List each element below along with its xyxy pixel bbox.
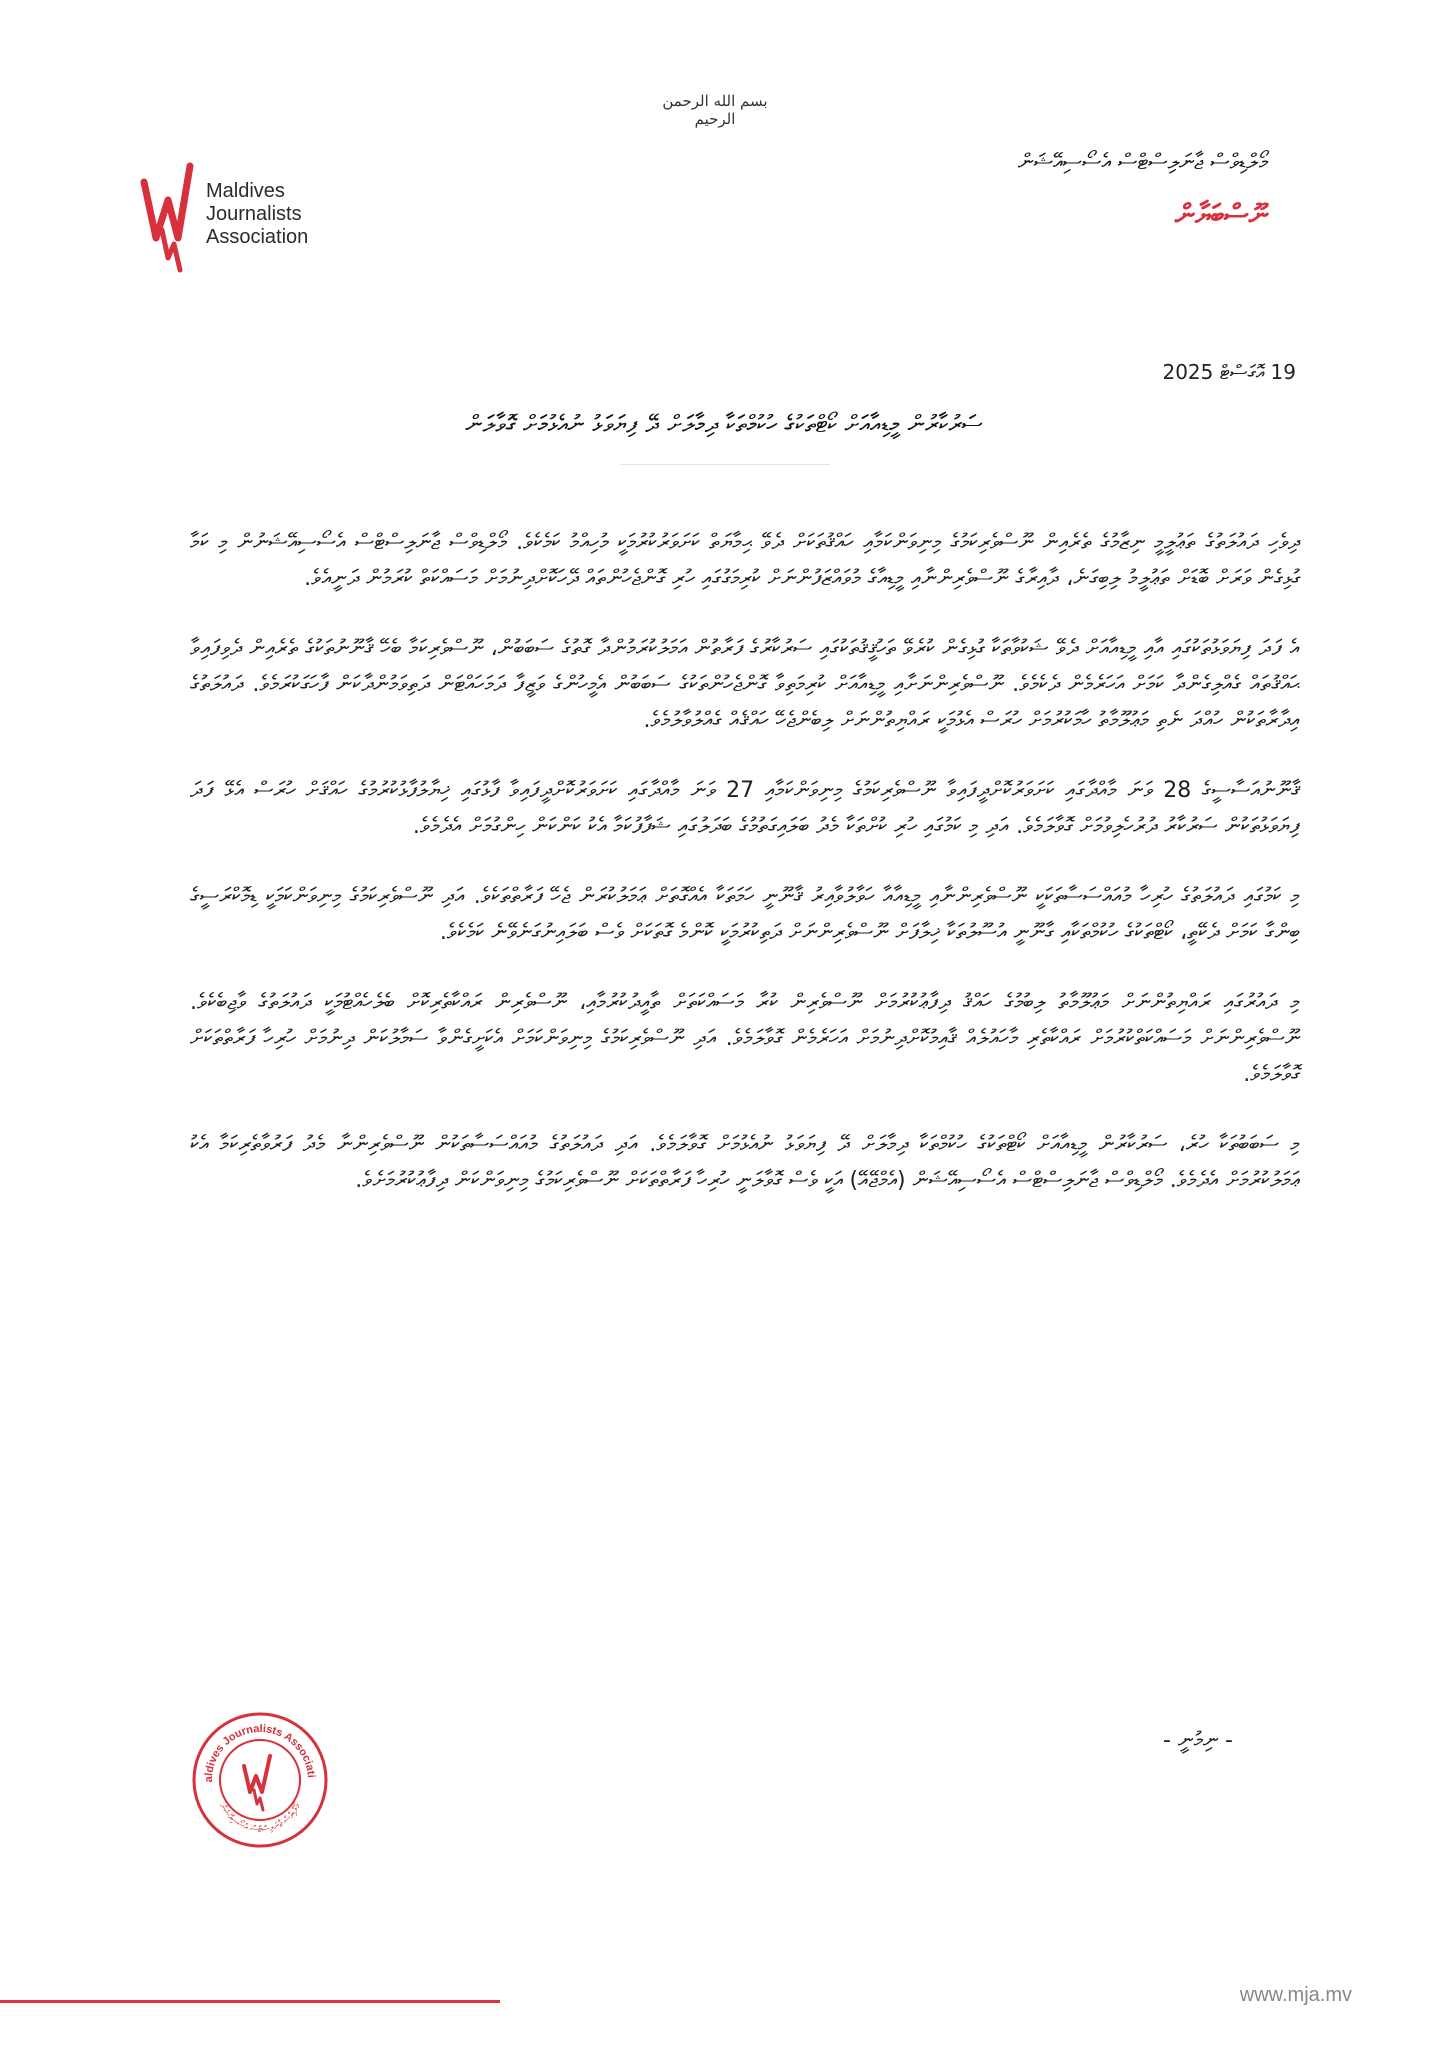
logo-line-1: Maldives: [206, 180, 285, 202]
stamp-ring-text-dv: މޯލްޑިވްސް ޖާނަލިސްޓްސް އެސޯސިއޭޝަން: [216, 1802, 304, 1836]
paragraph-4: މި ކަމުގައި ދައުލަތުގެ ހުރިހާ މުއައްސަސާތަކަކީ ނޫސްވެރިންނާއި މީޑިއާއާ ހަވާލުވާއިރު ޤާނޫނީ ހަމަތަކާ އެއްގޮތަށް ޢަމަލުކުރަން ޖެހޭ ފަރާތްތަކެވެ. އަދި ނޫސްވެރިކަމުގެ މިނިވަންކަމަކީ ޑިމޮކްރަސީގެ ބިންގާ ކަމަށް ދެކޭތީ، ކޯޓްތަކުގެ ހުކުމްތަކާއި ގާނޫނީ އުސޫލުތަކާ ޚިލާފަށް ނޫސްވެރިންނަށް ދަތިކުރުމަކީ ކޮންމެ ގޮތަކަށް ވެސް ބަލައިނުގަނެވޭނެ ކަމެކެވެ.: [190, 884, 1300, 945]
organization-name: މޯލްޑިވްސް ޖާނަލިސްޓްސް އެސޯސިއޭޝަން: [1017, 150, 1268, 175]
closing-mark: - ނިމުނީ -: [1162, 1728, 1233, 1753]
paragraph-3: ޤާނޫނުއަސާސީގެ 28 ވަނަ މާއްދާގައި ކަށަވަރުކޮށްދީފައިވާ ނޫސްވެރިކަމުގެ މިނިވަންކަމާއި 27 ވަނަ މާއްދާގައި ކަށަވަރުކޮށްދީފައިވާ ފާޅުގައި ޚިޔާލުފާޅުކުރުމުގެ ހައްޤަށް ހުރަސް އެޅޭ ފަދަ ފިޔަވަޅުތަކުން ސަރުކާރު ދުރުހެލިވުމަށް ގޮވާލަމެވެ. އަދި މި ކަމުގައި ހުރި ކުށްތަކާ މެދު ބަލައިގަތުމުގެ ބަދަލުގައި ޝަފާފުކަމާ އެކު ކަންކަން ހިންގުމަށް އެދެމެވެ.: [190, 778, 1300, 839]
svg-text:Maldives Journalists Associati: [190, 1710, 317, 1782]
footer-accent-line: [0, 2000, 500, 2003]
press-release-heading: ނޫސްބަޔާން: [1174, 198, 1268, 231]
paragraph-2: އެ ފަދަ ފިޔަވަޅުތަކުގައި އާއި މީޑިއާއަށް ދެވޭ ޝަކުވާތަކާ ގުޅިގެން ކުރެވޭ ތަހުޤީޤުތަކުގައި ސަރުކާރުގެ ފަރާތުން އަމަލުކުރަމުންދާ ގޮތުގެ ސަބަބުން، ނޫސްވެރިކަމާ ބެހޭ ޤާނޫނުތަކުގެ ތެރެއިން ދެވިފައިވާ ޙައްޤުތައް ގެއްލިގެންދާ ކަމަށް އަހަރެމެން ދެކެމެވެ. ނޫސްވެރިންނަށާއި މީޑިއާއަށް ކުރިމަތިވާ ގޮންޖެހުންތަކުގެ ސަބަބުން އެމީހުންގެ ވަޒީފާ ދަމަހައްޓަން ދަތިވަމުންދާކަން ފާހަގަކުރަމެވެ. ދައުލަތުގެ އިދާރާތަކުން ހުއްދަ ނެތި މަޢުލޫމާތު ހާމަކުރުމަށް ހުރަސް އެޅުމަކީ ރައްޔިތުންނަށް ލިބެންޖެހޭ ހައްޤެއް ގެއްލުވާލުމެވެ.: [190, 636, 1300, 733]
stamp-ring-text: aldives Journalists Associati: [202, 1722, 317, 1783]
stamp-seal-icon: [190, 1710, 330, 1850]
paragraph-5: މި ދައުރުގައި ރައްޔިތުންނަށް މަޢުލޫމާތު ލިބުމުގެ ހައްޤު ދިފާޢުކުރުމަށް ނޫސްވެރިން ކުރާ މަސައްކަތަށް ތާއީދުކުރުމާއި، ނޫސްވެރިން ރައްކާތެރިކޮށް ބެލެހެއްޓުމަކީ ދައުލަތުގެ ވާޖިބެކެވެ. ނޫސްވެރިންނަށް މަސައްކަތްކުރުމަށް ރައްކާތެރި މާހައުލެއް ޤާއިމުކޮށްދިނުމަށް އަހަރެމެން ގޮވާލަމެވެ. އަދި ނޫސްވެރިކަމުގެ މިނިވަންކަމަށް އެކަށީގެންވާ ސަމާލުކަން ދިނުމަށް ހުރިހާ ފަރާތްތަކަށް ގޮވާލަމެވެ.: [190, 990, 1300, 1087]
logo-line-3: Association: [206, 226, 309, 248]
document-date: 19 އޮގަސްޓް 2025: [1162, 360, 1296, 384]
document-body: [190, 525, 1300, 1233]
title-divider: [620, 464, 830, 465]
paragraph-1: ދިވެހި ދައުލަތުގެ ތަޢުލީމީ ނިޒާމުގެ ތެރެއިން ނޫސްވެރިކަމުގެ މިނިވަންކަމާއި ހައްޤުތަކަށް ދެވޭ ޙިމާޔަތް ކަށަވަރުކުރުމަކީ މުހިއްމު ކަމެކެވެ. މޯލްޑިވްސް ޖާނަލިސްޓްސް އެސޯސިއޭޝަނުން މި ކަމާ ގުޅިގެން ވަރަށް ބޮޑަށް ތަޢުލީމު ލިބިގަނެ، ދާއިރާގެ ނޫސްވެރިންނާއި މީޑިއާގެ މުވައްޒަފުންނަށް ކުރިމަގުގައި ހުރި ގޮންޖެހުންތައް ދޭހަކޮށްދިނުމަށް މަސައްކަތް ކުރަމުން ދަނީއެވެ.: [190, 530, 1300, 591]
mja-logo-mark-icon: [140, 160, 200, 280]
organization-stamp: [190, 1710, 330, 1850]
logo-line-2: Journalists: [206, 203, 302, 225]
footer-website: www.mja.mv: [1239, 1984, 1352, 2006]
paragraph-6: މި ސަބަބުތަކާ ހުރެ، ސަރުކާރުން މީޑިއާއަށް ކޯޓްތަކުގެ ހުކުމްތަކާ ދިމާލަށް ދޭ ފިޔަވަޅު ނުއެޅުމަށް ގޮވާލަމެވެ. އަދި ދައުލަތުގެ މުއައްސަސާތަކުން ނޫސްވެރިންނާ މެދު ފަރުވާތެރިކަމާ އެކު ޢަމަލުކުރުމަށް އެދެމެވެ. މޯލްޑިވްސް ޖާނަލިސްޓްސް އެސޯސިއޭޝަން (އެމްޖޭއޭ) އަކީ ވެސް ގޮވާލަނީ ހުރިހާ ފަރާތްތަކަށް ނޫސްވެރިކަމުގެ މިނިވަންކަން ދިފާޢުކުރުމަށެވެ.: [190, 1132, 1300, 1193]
logo-wordmark: [206, 180, 308, 249]
mja-logo: [140, 160, 340, 280]
bismillah: بسم الله الرحمن الرحيم: [662, 92, 768, 128]
document-title: ސަރުކާރުން މީޑިއާއަށް ކޯޓްތަކުގެ ހުކުމްތަކާ ދިމާލަށް ދޭ ފިޔަވަޅު ނުއެޅުމަށް ގޮވާލަން: [465, 410, 983, 438]
